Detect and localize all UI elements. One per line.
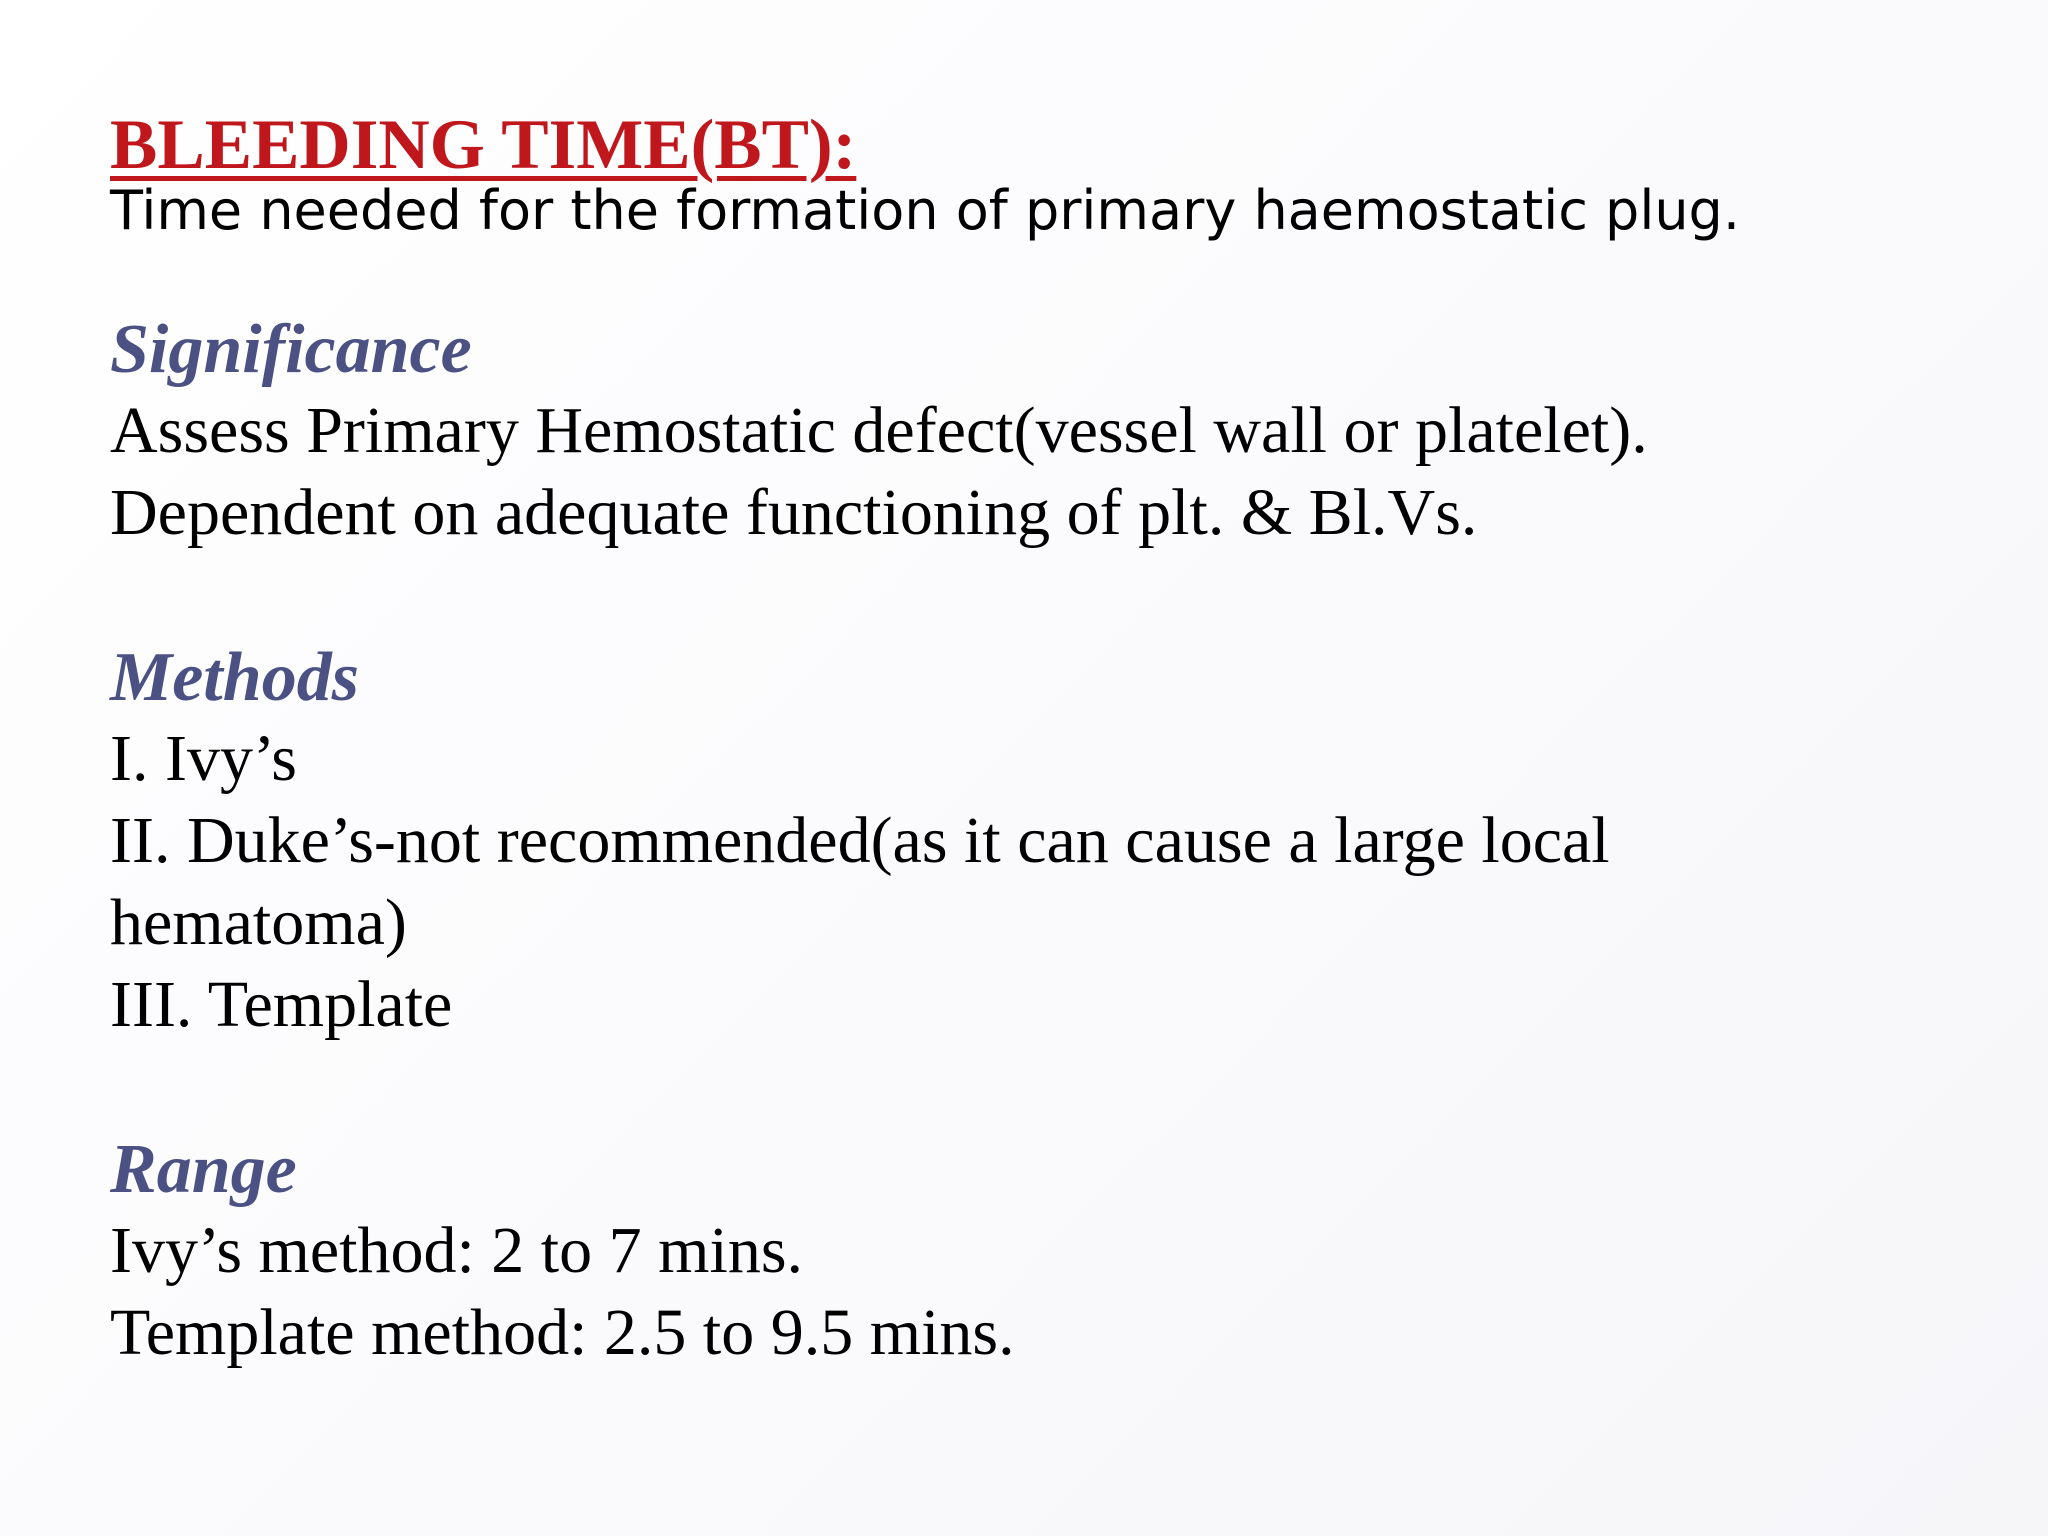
range-line: Ivy’s method: 2 to 7 mins. <box>110 1214 803 1287</box>
methods-line: hematoma) <box>110 886 407 959</box>
methods-line: II. Duke’s-not recommended(as it can cause a large local <box>110 804 1610 877</box>
significance-line: Dependent on adequate functioning of plt. & Bl.Vs. <box>110 476 1478 549</box>
slide-title: BLEEDING TIME(BT): <box>110 106 857 184</box>
range-line: Template method: 2.5 to 9.5 mins. <box>110 1296 1015 1369</box>
methods-line: III. Template <box>110 968 453 1041</box>
definition-text: Time needed for the formation of primary haemostatic plug. <box>110 179 1740 242</box>
range-heading: Range <box>110 1131 297 1208</box>
methods-heading: Methods <box>110 639 359 716</box>
significance-line: Assess Primary Hemostatic defect(vessel wall or platelet). <box>110 394 1648 467</box>
methods-line: I. Ivy’s <box>110 722 297 795</box>
significance-heading: Significance <box>110 311 472 388</box>
